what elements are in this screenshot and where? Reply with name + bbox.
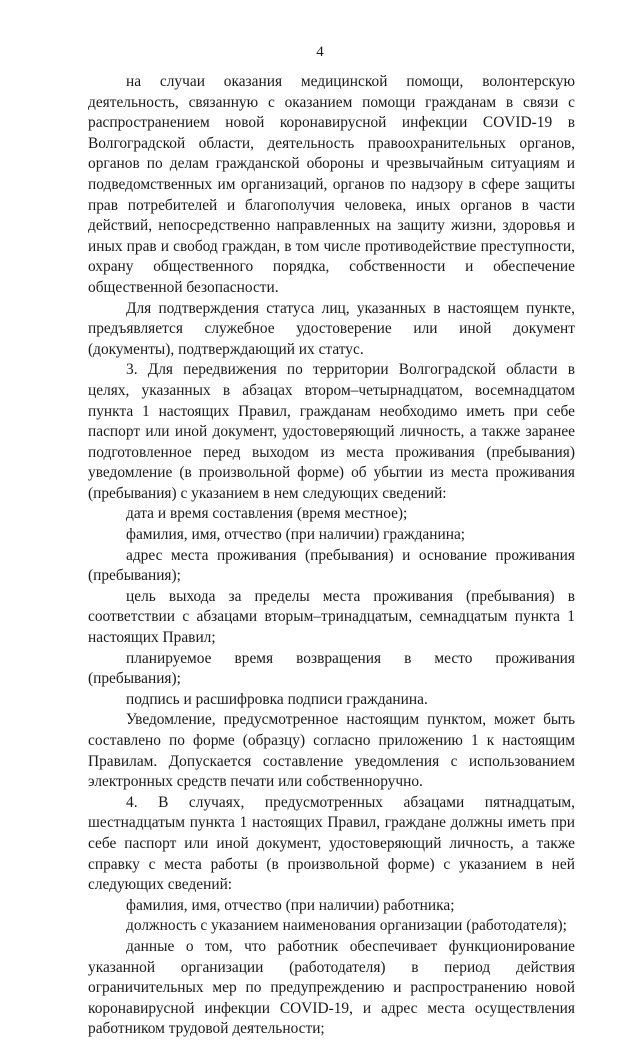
- list-item-return-time: планируемое время возвращения в место проживания (пребывания);: [88, 649, 575, 688]
- list-item-worker-name: фамилия, имя, отчество (при наличии) работника;: [126, 896, 455, 914]
- paragraph-notification-form: Уведомление, предусмотренное настоящим пунктом, может быть составлено по форме (образцу) согласно приложению 1 к настоящим Правилам. Допускается составление уведомления с использованием электронных средств печати или собственноручно.: [88, 711, 575, 791]
- list-item-residence-address: адрес места проживания (пребывания) и основание проживания (пребывания);: [88, 546, 575, 585]
- list-item-citizen-name: фамилия, имя, отчество (при наличии) гражданина;: [126, 526, 466, 544]
- list-item-position: должность с указанием наименования организации (работодателя);: [126, 917, 567, 935]
- paragraph-status-confirmation: Для подтверждения статуса лиц, указанных в настоящем пункте, предъявляется служебное удостоверение или иной документ (документы), подтверждающий их статус.: [88, 299, 575, 358]
- list-item-worker-data: данные о том, что работник обеспечивает функционирование указанной организации (работодателя) в период действия ограничительных мер по предупреждению и распространению новой коронавирусной инфекции COVID-19, и адрес места осуществления работником трудовой деятельности;: [88, 937, 575, 1038]
- page-number: 4: [316, 44, 324, 60]
- paragraph-item-4: 4. В случаях, предусмотренных абзацами пятнадцатым, шестнадцатым пункта 1 настоящих Правил, граждане должны иметь при себе паспорт или иной документ, удостоверяющий личность, а также справку с места работы (в произвольной форме) с указанием в ней следующих сведений:: [88, 793, 575, 894]
- paragraph-continuation: на случаи оказания медицинской помощи, волонтерскую деятельность, связанную с оказанием помощи гражданам в связи с распространением новой коронавирусной инфекции COVID-19 в Волгоградской области, деятельность правоохранительных органов, органов по делам гражданской обороны и чрезвычайным ситуациям и подведомственных им организаций, органов по надзору в сфере защиты прав потребителей и благополучия человека, иных органов в части действий, непосредственно направленных на защиту жизни, здоровья и иных прав и свобод граждан, в том числе противодействие преступности, охрану общественного порядка, собственности и обеспечение общественной безопасности.: [88, 73, 575, 296]
- document-body: [88, 72, 575, 1040]
- paragraph-item-3: 3. Для передвижения по территории Волгоградской области в целях, указанных в абзацах втором–четырнадцатом, восемнадцатом пункта 1 настоящих Правил, гражданам необходимо иметь при себе паспорт или иной документ, удостоверяющий личность, а также заранее подготовленное перед выходом из места проживания (пребывания) уведомление (в произвольной форме) об убытии из места проживания (пребывания) с указанием в нем следующих сведений:: [88, 361, 575, 502]
- list-item-date-time: дата и время составления (время местное);: [126, 505, 408, 523]
- list-item-purpose: цель выхода за пределы места проживания (пребывания) в соответствии с абзацами вторым–тринадцатым, семнадцатым пункта 1 настоящих Правил;: [88, 587, 575, 647]
- list-item-signature: подпись и расшифровка подписи гражданина.: [126, 690, 428, 708]
